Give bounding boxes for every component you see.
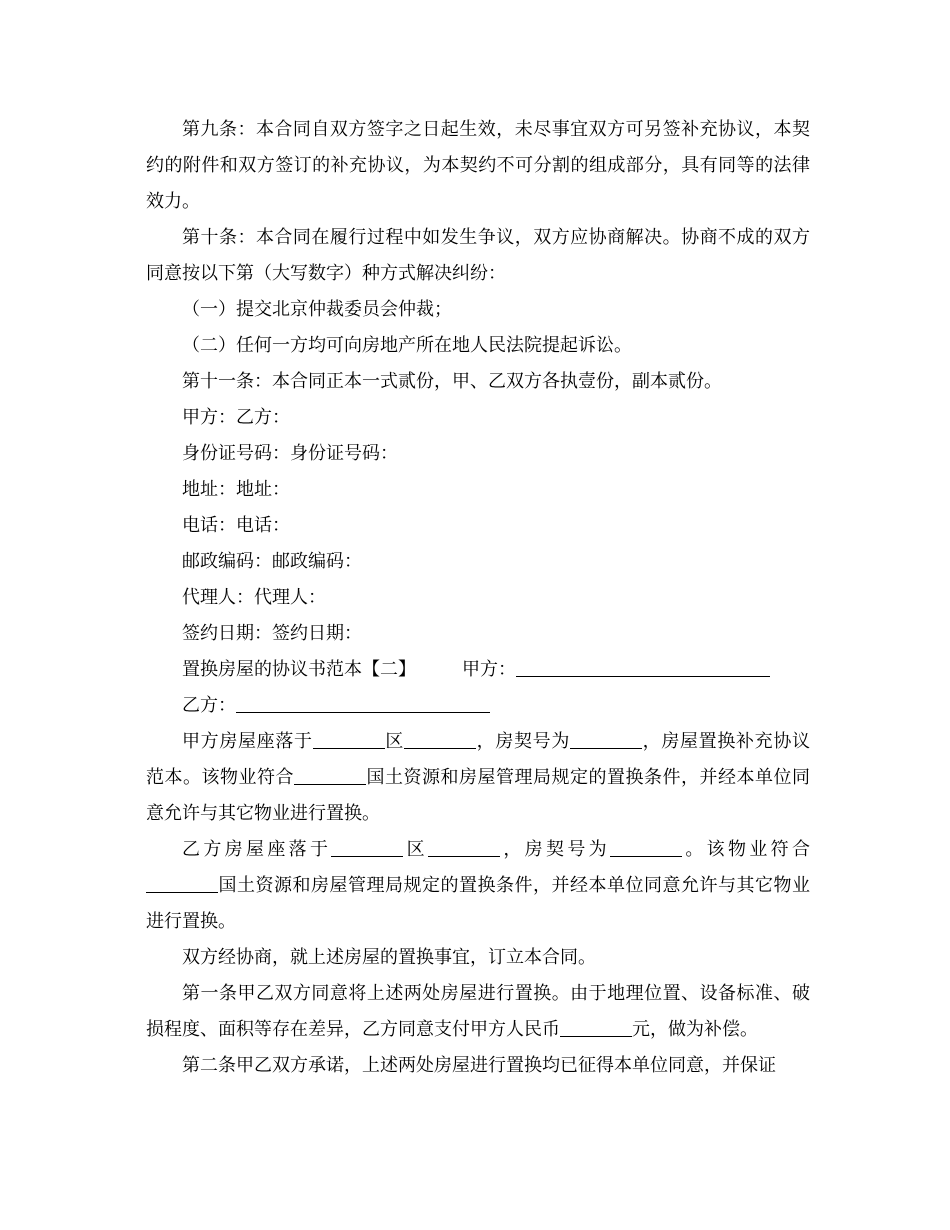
authority-blank	[294, 766, 366, 785]
party-a-house-paragraph	[146, 724, 810, 832]
document-body	[146, 112, 810, 1084]
text-fragment: 第一条甲乙双方同意将上述两处房屋进行置换。由于地理位置、设备标准、破损程度、面积等存在差异，乙方同意支付甲方人民币	[146, 983, 810, 1040]
text-fragment: 。该物业符合	[682, 839, 811, 860]
text-fragment: 国土资源和房屋管理局规定的置换条件，并经本单位同意允许与其它物业进行置换。	[146, 767, 810, 824]
text-fragment: ，房契号为	[476, 731, 571, 752]
compensation-amount-blank	[560, 1018, 632, 1037]
agreement-statement: 双方经协商，就上述房屋的置换事宜，订立本合同。	[182, 947, 596, 968]
deed-number-blank	[570, 730, 642, 749]
article-9: 第九条：本合同自双方签字之日起生效，未尽事宜双方可另签补充协议，本契约的附件和双方签订的补充协议，为本契约不可分割的组成部分，具有同等的法律效力。	[146, 119, 810, 212]
district-blank	[313, 730, 385, 749]
signature-address-line: 地址：地址：	[182, 479, 290, 500]
signature-date-line: 签约日期：签约日期：	[182, 623, 362, 644]
article-10: 第十条：本合同在履行过程中如发生争议，双方应协商解决。协商不成的双方同意按以下第（大写数字）种方式解决纠纷：	[146, 227, 810, 284]
party-b-label: 乙方：	[182, 695, 236, 716]
text-fragment: 国土资源和房屋管理局规定的置换条件，并经本单位同意允许与其它物业进行置换。	[146, 875, 810, 932]
text-fragment: ，房契号为	[500, 839, 611, 860]
article-2: 第二条甲乙双方承诺，上述两处房屋进行置换均已征得本单位同意，并保证	[182, 1055, 776, 1076]
signature-postcode-line: 邮政编码：邮政编码：	[182, 551, 362, 572]
dispute-option-2: （二）任何一方均可向房地产所在地人民法院提起诉讼。	[182, 335, 632, 356]
party-a-label: 甲方：	[462, 659, 516, 680]
signature-id-line: 身份证号码：身份证号码：	[182, 443, 398, 464]
signature-agent-line: 代理人：代理人：	[182, 587, 326, 608]
deed-number-blank	[610, 838, 682, 857]
signature-phone-line: 电话：电话：	[182, 515, 290, 536]
party-a-blank	[516, 658, 770, 677]
district-blank	[331, 838, 403, 857]
section-2-title: 置换房屋的协议书范本【二】	[182, 659, 416, 680]
dispute-option-1: （一）提交北京仲裁委员会仲裁；	[182, 299, 452, 320]
party-b-blank	[236, 694, 490, 713]
text-fragment: 元，做为补偿。	[632, 1019, 758, 1040]
signature-party-line: 甲方：乙方：	[182, 407, 290, 428]
text-fragment: 区	[403, 839, 429, 860]
text-fragment: 甲方房屋座落于	[182, 731, 313, 752]
street-blank	[404, 730, 476, 749]
text-fragment: 区	[384, 731, 405, 752]
party-b-house-paragraph	[146, 832, 810, 940]
text-fragment: 乙方房屋座落于	[182, 839, 332, 860]
authority-blank	[146, 874, 218, 893]
article-1	[146, 976, 810, 1048]
party-b-row	[146, 688, 810, 724]
text-fragment: ，房屋置换补充协议范本。该物业符合	[146, 731, 811, 788]
street-blank	[428, 838, 500, 857]
section-2-heading	[146, 652, 810, 688]
article-11: 第十一条：本合同正本一式贰份，甲、乙双方各执壹份，副本贰份。	[182, 371, 722, 392]
